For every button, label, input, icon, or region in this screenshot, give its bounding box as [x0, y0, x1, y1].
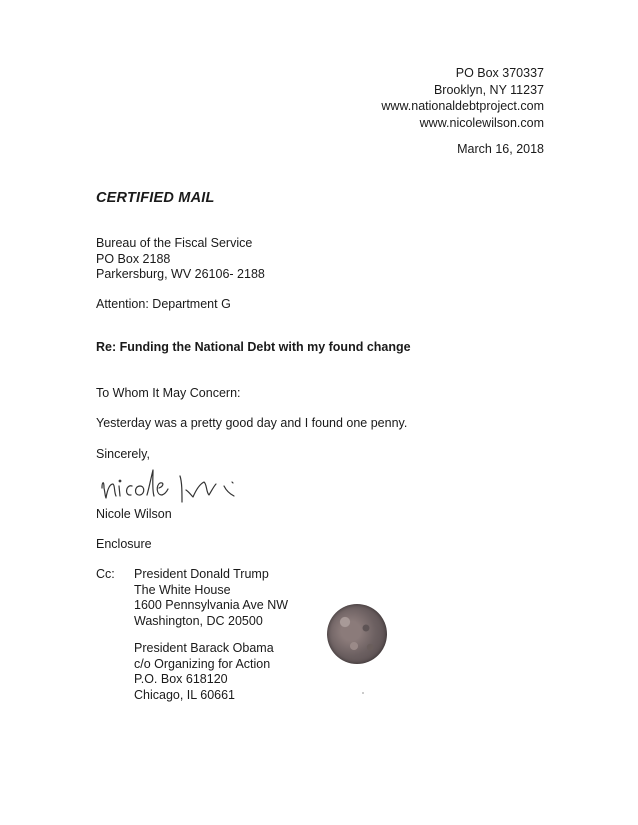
enclosure-note: Enclosure	[96, 537, 152, 551]
cc-recipient-line: P.O. Box 618120	[134, 672, 228, 686]
letter-body: Yesterday was a pretty good day and I found one penny.	[96, 416, 408, 430]
cc-recipient-line: c/o Organizing for Action	[134, 656, 271, 671]
cc-recipient-name: President Donald Trump	[134, 567, 269, 581]
letter-date: March 16, 2018	[457, 142, 544, 156]
attention-line: Attention: Department G	[96, 297, 231, 311]
sender-po-box: PO Box 370337	[455, 66, 544, 80]
sender-website-link: www.nicolewilson.com	[419, 115, 544, 130]
cc-recipient-line: 1600 Pennsylvania Ave NW	[134, 598, 289, 612]
penny-coin-image	[327, 604, 387, 664]
cc-recipient-line: The White House	[134, 582, 231, 597]
recipient-city: Parkersburg, WV 26106- 2188	[96, 267, 265, 281]
recipient-address	[96, 236, 265, 283]
sender-website-link: www.nationaldebtproject.com	[381, 99, 544, 113]
cc-label: Cc:	[96, 567, 115, 581]
recipient-name: Bureau of the Fiscal Service	[96, 236, 253, 250]
cc-recipient	[134, 567, 288, 629]
salutation: To Whom It May Concern:	[96, 386, 241, 400]
handwritten-signature	[96, 458, 266, 508]
sender-address	[381, 65, 544, 131]
subject-line: Re: Funding the National Debt with my found change	[96, 340, 411, 354]
recipient-po-box: PO Box 2188	[96, 251, 171, 266]
cc-recipient-line: Washington, DC 20500	[134, 613, 263, 628]
signer-name: Nicole Wilson	[96, 507, 172, 521]
cc-recipient	[134, 641, 274, 703]
certified-mail-heading: CERTIFIED MAIL	[96, 190, 215, 206]
scan-speck	[362, 692, 364, 694]
cc-recipient-line: Chicago, IL 60661	[134, 687, 236, 702]
sender-city: Brooklyn, NY 11237	[433, 82, 544, 97]
cc-recipient-name: President Barack Obama	[134, 641, 274, 655]
closing: Sincerely,	[96, 447, 150, 461]
